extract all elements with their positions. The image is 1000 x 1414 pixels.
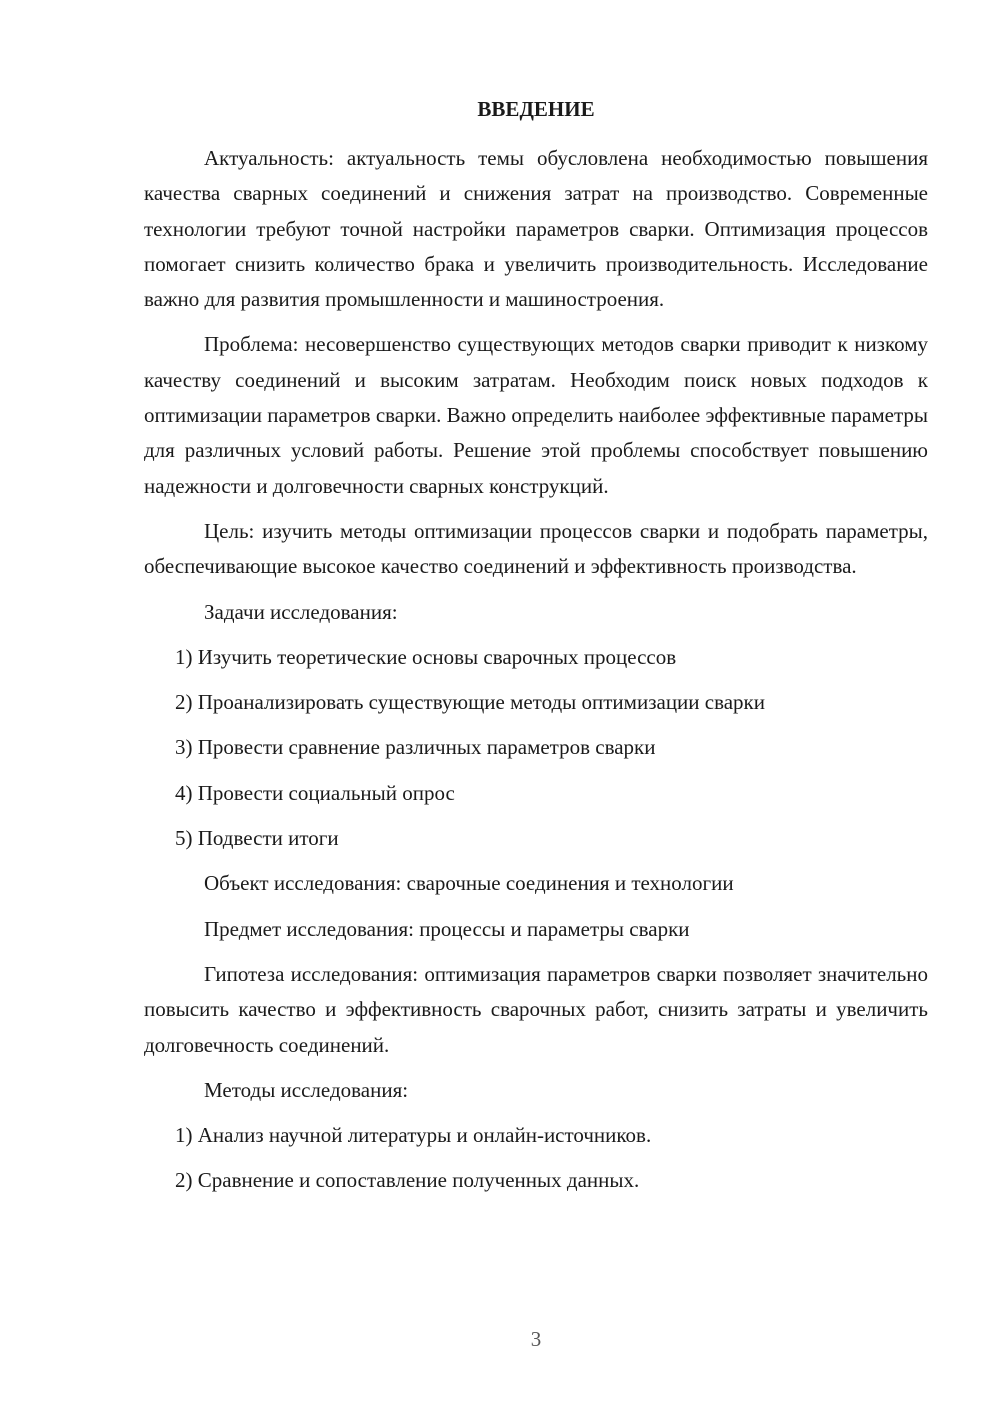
task-item: 1) Изучить теоретические основы сварочных процессов xyxy=(175,644,677,669)
task-item: 2) Проанализировать существующие методы оптимизации сварки xyxy=(175,690,765,715)
method-item: 2) Сравнение и сопоставление полученных данных. xyxy=(175,1168,640,1193)
page-title: ВВЕДЕНИЕ xyxy=(477,97,595,121)
task-item: 3) Провести сравнение различных параметров сварки xyxy=(175,735,656,760)
research-object: Объект исследования: сварочные соединения и технологии xyxy=(204,871,734,896)
document-page xyxy=(144,92,928,1209)
tasks-heading: Задачи исследования: xyxy=(204,599,398,624)
task-item: 5) Подвести итоги xyxy=(175,826,339,851)
relevance-paragraph: Актуальность: актуальность темы обусловлена необходимостью повышения качества сварных соединений и снижения затрат на производство. Современные технологии требуют точной настройки параметров сварки. Оптимизация процессов помогает снизить количество брака и увеличить производительность. Исследование важно для развития промышленности и машиностроения. xyxy=(144,146,928,312)
hypothesis-paragraph: Гипотеза исследования: оптимизация параметров сварки позволяет значительно повысить качество и эффективность сварочных работ, снизить затраты и увеличить долговечность соединений. xyxy=(144,961,928,1057)
research-subject: Предмет исследования: процессы и параметры сварки xyxy=(204,916,690,941)
problem-paragraph: Проблема: несовершенство существующих методов сварки приводит к низкому качеству соединений и высоким затратам. Необходим поиск новых подходов к оптимизации параметров сварки. Важно определить наиболее эффективные параметры для различных условий работы. Решение этой проблемы способствует повышению надежности и долговечности сварных конструкций. xyxy=(144,332,928,498)
task-item: 4) Провести социальный опрос xyxy=(175,780,455,805)
method-item: 1) Анализ научной литературы и онлайн-источников. xyxy=(175,1123,652,1148)
goal-paragraph: Цель: изучить методы оптимизации процессов сварки и подобрать параметры, обеспечивающие высокое качество соединений и эффективность производства. xyxy=(144,518,928,579)
page-number: 3 xyxy=(530,1327,542,1351)
methods-heading: Методы исследования: xyxy=(204,1077,409,1102)
